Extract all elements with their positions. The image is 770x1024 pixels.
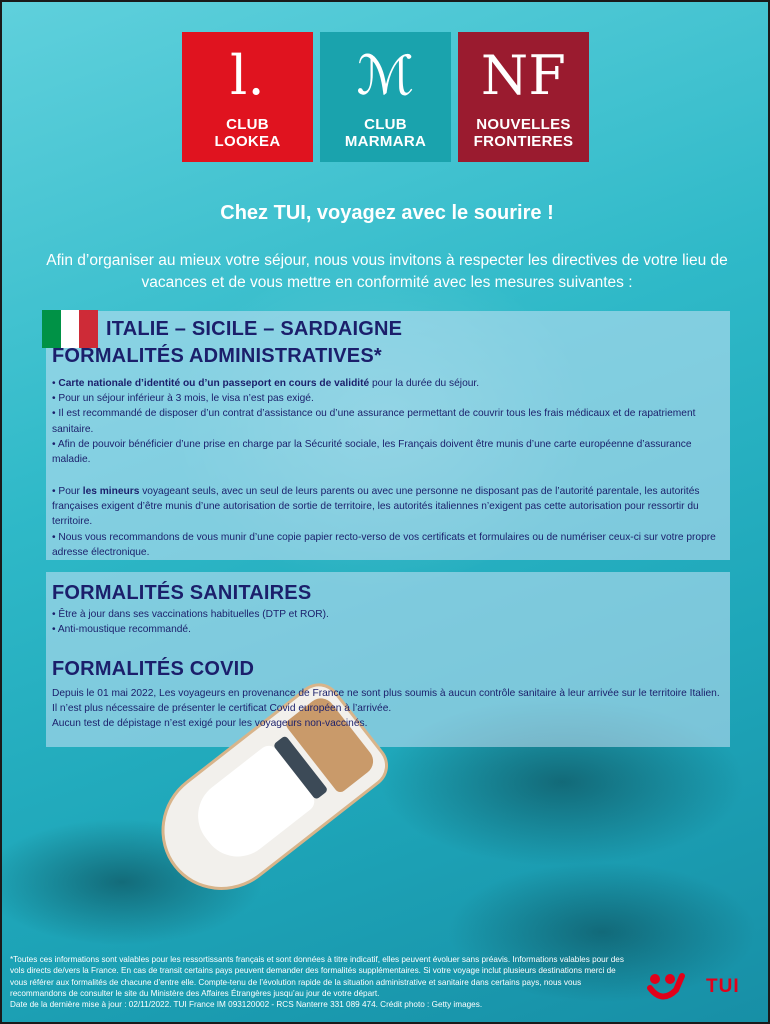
covid-line-3: Aucun test de dépistage n’est exigé pour les voyageurs non-vaccinés. bbox=[52, 718, 368, 730]
sanitary-item-1: • Être à jour dans ses vaccinations habituelles (DTP et ROR). bbox=[52, 609, 329, 620]
sanitary-list bbox=[52, 607, 722, 637]
covid-line-2: Il n’est plus nécessaire de présenter le certificat Covid européen à l’arrivée. bbox=[52, 703, 392, 715]
brand-logos bbox=[182, 32, 589, 162]
sanitary-section-title: FORMALITÉS SANITAIRES bbox=[52, 582, 312, 604]
sanitary-item-2: • Anti-moustique recommandé. bbox=[52, 624, 191, 636]
tui-wordmark: TUI bbox=[706, 976, 740, 997]
admin-section-title: FORMALITÉS ADMINISTRATIVES* bbox=[52, 345, 382, 367]
footnote-text: *Toutes ces informations sont valables pour les ressortissants français et sont données à titre indicatif, elles peuvent évoluer sans préavis. Informations valables pour des vols directs de/vers la France. En cas de transit certains pays peuvent demander des formalités supplémentaires. Si votre voyage inclut plusieurs destinations merci de vous référer aux formalités de chacune d’entre elle. Compte-tenu de l’évolution rapide de la situation administrative et sanitaire dans certains pays, nous vous recommandons de consulter le site du Ministère des Affaires Étrangères jusqu’au jour de votre départ. bbox=[10, 955, 624, 998]
nouvelles-frontieres-logo bbox=[458, 32, 589, 162]
copy-item: • Nous vous recommandons de vous munir d’une copie papier recto-verso de vos certificats et formulaires ou de numériser ceux-ci sur votre propre adresse électronique. bbox=[52, 531, 716, 558]
admin-item-4: • Afin de pouvoir bénéficier d’une prise en charge par la Sécurité sociale, les Français doivent être munis d’une carte européenne d’assurance maladie. bbox=[52, 438, 692, 466]
intro-text: Afin d’organiser au mieux votre séjour, nous vous invitons à respecter les directives de votre lieu de vacances et de vous mettre en conformité avec les mesures suivantes : bbox=[46, 252, 728, 291]
italy-flag-icon bbox=[42, 310, 98, 348]
minor-rest: voyageant seuls, avec un seul de leurs parents ou avec une personne ne disposant pas de l’autorité parentale, les autorités françaises exigent d’être munis d’une autorisation de sortie de territoire, les autorités italiennes n’exigent pas cette autorisation pour ressortir du territoire. bbox=[52, 486, 700, 528]
nf-mark: NF bbox=[480, 44, 567, 107]
minor-item bbox=[52, 484, 722, 530]
logo-line2: FRONTIERES bbox=[473, 133, 574, 150]
club-lookea-logo bbox=[182, 32, 313, 162]
admin-item-1-rest: pour la durée du séjour. bbox=[369, 378, 480, 389]
covid-line-1: Depuis le 01 mai 2022, Les voyageurs en provenance de France ne sont plus soumis à aucun contrôle sanitaire à leur arrivée sur le territoire Italien. bbox=[52, 688, 720, 699]
admin-item-2: • Pour un séjour inférieur à 3 mois, le visa n’est pas exigé. bbox=[52, 393, 314, 405]
admin-item-1: • Carte nationale d’identité ou d’un passeport en cours de validité pour la durée du séjour. bbox=[52, 378, 480, 389]
lookea-mark: l. bbox=[229, 44, 266, 107]
footnote bbox=[10, 954, 630, 1010]
minor-bold: les mineurs bbox=[82, 486, 140, 497]
logo-line1: NOUVELLES bbox=[476, 116, 571, 133]
logo-line2: MARMARA bbox=[344, 133, 427, 150]
tui-logo bbox=[646, 970, 740, 1004]
club-marmara-logo bbox=[320, 32, 451, 162]
logo-line1: CLUB bbox=[226, 116, 269, 133]
covid-text bbox=[52, 686, 722, 732]
country-title: ITALIE – SICILE – SARDAIGNE bbox=[106, 318, 403, 340]
minor-pre: • Pour bbox=[52, 486, 83, 497]
tui-smile-icon bbox=[646, 970, 702, 1004]
covid-section-title: FORMALITÉS COVID bbox=[52, 658, 255, 680]
minor-list bbox=[52, 484, 722, 560]
marmara-mark: ℳ bbox=[356, 44, 415, 107]
logo-line2: LOOKEA bbox=[214, 133, 281, 150]
admin-list bbox=[52, 376, 722, 467]
admin-item-1-bold: Carte nationale d’identité ou d’un passeport en cours de validité bbox=[58, 378, 370, 389]
footnote-date: Date de la dernière mise à jour : 02/11/2022. TUI France IM 093120002 - RCS Nanterre 331 089 474. Crédit photo : Getty images. bbox=[10, 1000, 483, 1010]
headline: Chez TUI, voyagez avec le sourire ! bbox=[220, 202, 554, 224]
admin-item-3: • Il est recommandé de disposer d’un contrat d’assistance ou d’une assurance permettant de couvrir tous les frais médicaux et de rapatriement sanitaire. bbox=[52, 408, 696, 435]
logo-line1: CLUB bbox=[364, 116, 407, 133]
